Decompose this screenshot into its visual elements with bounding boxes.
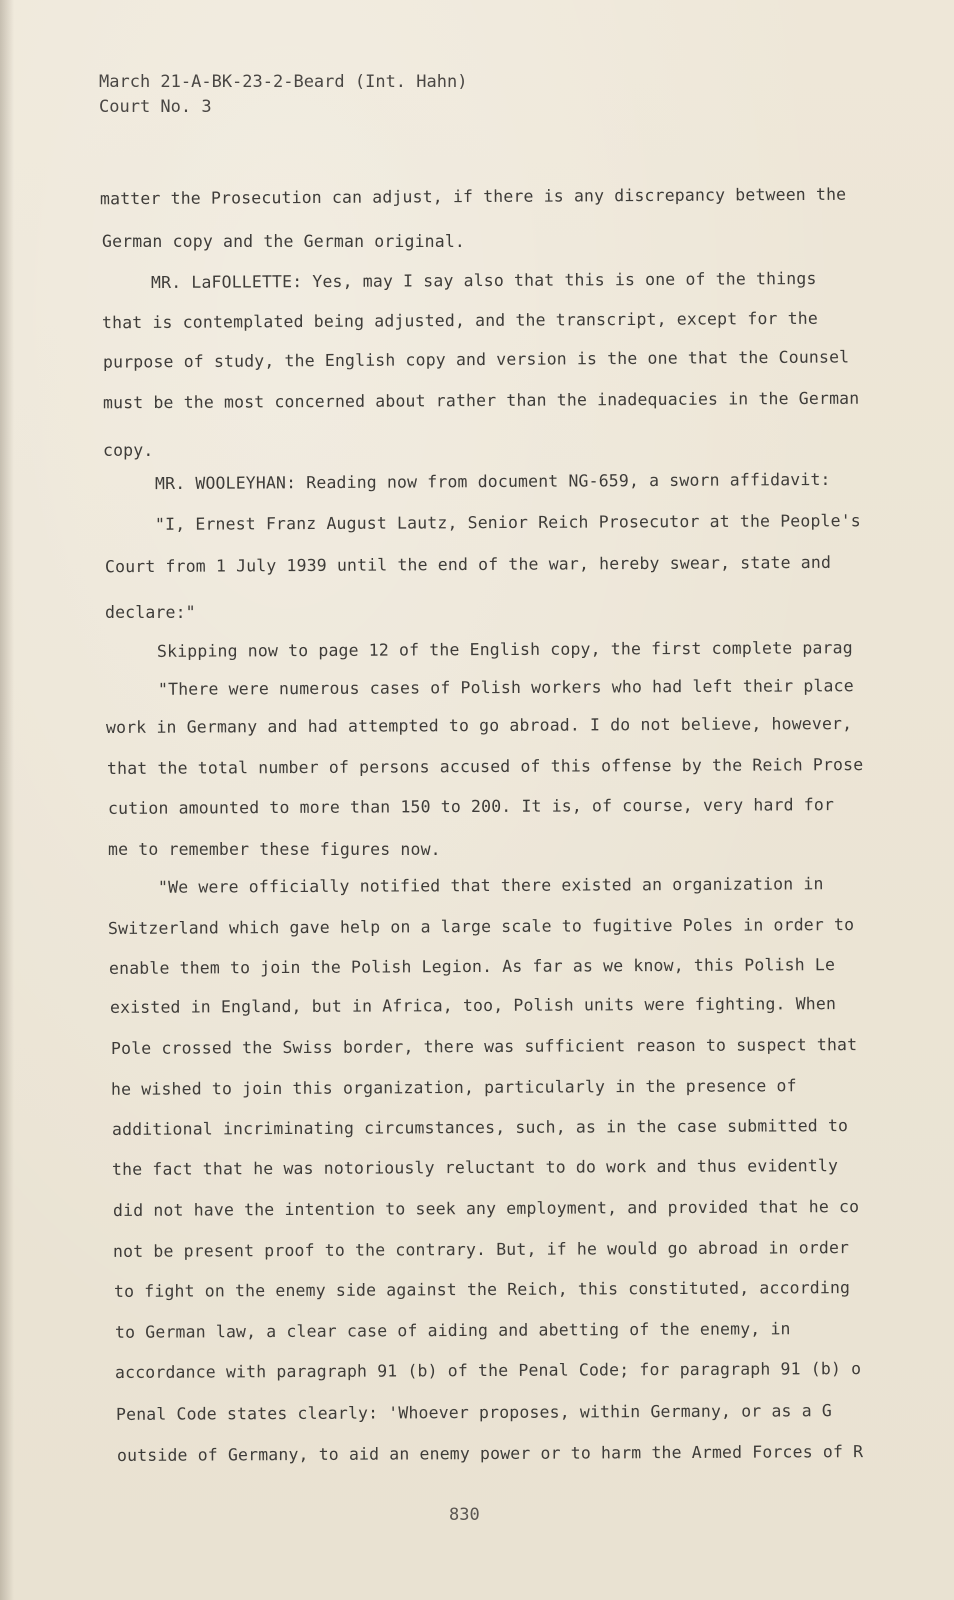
text-line: declare:" bbox=[105, 603, 196, 622]
text-line: to fight on the enemy side against the Reich, this constituted, according bbox=[113, 1278, 851, 1301]
text-line: Switzerland which gave help on a large scale to fugitive Poles in order to bbox=[107, 915, 855, 938]
text-line: he wished to join this organization, particularly in the presence of bbox=[110, 1076, 797, 1099]
text-line: copy. bbox=[103, 441, 154, 460]
text-line: purpose of study, the English copy and version is the one that the Counsel bbox=[102, 347, 850, 372]
text-line: MR. LaFOLLETTE: Yes, may I say also that this is one of the things bbox=[150, 268, 817, 293]
text-line: did not have the intention to seek any employment, and provided that he co bbox=[112, 1197, 860, 1220]
text-line: not be present proof to the contrary. But, if he would go abroad in order bbox=[112, 1238, 850, 1261]
text-line: me to remember these figures now. bbox=[108, 840, 441, 859]
text-line: that the total number of persons accused of this offense by the Reich Prose bbox=[106, 755, 864, 778]
text-line: must be the most concerned about rather than the inadequacies in the German bbox=[102, 388, 860, 413]
page-number: 830 bbox=[449, 1505, 480, 1525]
text-line: the fact that he was notoriously reluctant to do work and thus evidently bbox=[111, 1156, 839, 1179]
text-line: German copy and the German original. bbox=[102, 232, 466, 251]
text-line: Court from 1 July 1939 until the end of the war, hereby swear, state and bbox=[104, 552, 832, 577]
text-line: additional incriminating circumstances, such, as in the case submitted to bbox=[111, 1116, 849, 1139]
text-line: Skipping now to page 12 of the English copy, the first complete parag bbox=[156, 638, 853, 661]
text-line: that is contemplated being adjusted, and the transcript, except for the bbox=[101, 308, 819, 333]
text-line: "There were numerous cases of Polish workers who had left their place bbox=[157, 676, 854, 699]
text-line: MR. WOOLEYHAN: Reading now from document NG-659, a sworn affidavit: bbox=[154, 469, 831, 494]
header-line-1: March 21-A-BK-23-2-Beard (Int. Hahn) bbox=[99, 72, 468, 92]
text-line: work in Germany and had attempted to go abroad. I do not believe, however, bbox=[105, 714, 853, 737]
text-line: to German law, a clear case of aiding and abetting of the enemy, in bbox=[114, 1319, 791, 1342]
text-line: cution amounted to more than 150 to 200. It is, of course, very hard for bbox=[107, 795, 835, 818]
text-line: "We were officially notified that there existed an organization in bbox=[157, 874, 824, 897]
text-line: Penal Code states clearly: 'Whoever proposes, within Germany, or as a G bbox=[115, 1401, 832, 1424]
text-line: Pole crossed the Swiss border, there was sufficient reason to suspect that bbox=[110, 1035, 858, 1058]
text-line: outside of Germany, to aid an enemy power or to harm the Armed Forces of R bbox=[116, 1442, 864, 1465]
text-line: enable them to join the Polish Legion. As far as we know, this Polish Le bbox=[108, 955, 836, 978]
header-line-2: Court No. 3 bbox=[99, 97, 212, 117]
text-line: matter the Prosecution can adjust, if there is any discrepancy between the bbox=[99, 184, 847, 209]
text-line: existed in England, but in Africa, too, Polish units were fighting. When bbox=[109, 994, 837, 1017]
text-line: accordance with paragraph 91 (b) of the Penal Code; for paragraph 91 (b) o bbox=[114, 1359, 862, 1382]
text-line: "I, Ernest Franz August Lautz, Senior Reich Prosecutor at the People's bbox=[154, 511, 861, 534]
